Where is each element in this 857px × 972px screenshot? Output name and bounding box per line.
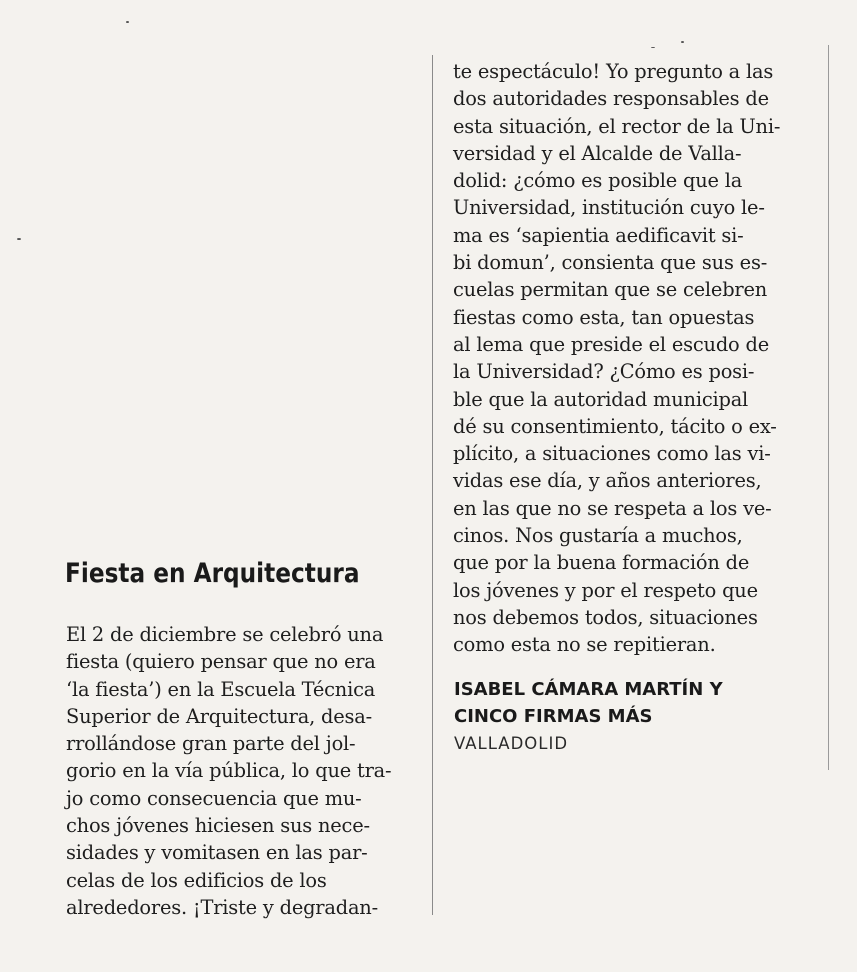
text-line: los jóvenes y por el respeto que: [453, 578, 758, 602]
text-line: rrollándose gran parte del jol-: [66, 732, 356, 756]
scan-speck: [17, 238, 21, 240]
text-line: esta situación, el rector de la Uni-: [453, 114, 781, 138]
text-line: en las que no se respeta a los ve-: [453, 496, 772, 520]
text-line: chos jóvenes hiciesen sus nece-: [66, 814, 370, 838]
text-line: vidas ese día, y años anteriores,: [453, 469, 762, 493]
author-name-line1: ISABEL CÁMARA MARTÍN Y: [454, 679, 723, 700]
text-line: versidad y el Alcalde de Valla-: [453, 141, 742, 165]
text-line: El 2 de diciembre se celebró una: [66, 623, 384, 646]
text-line: cuelas permitan que se celebren: [453, 278, 768, 302]
scan-speck: [126, 21, 129, 23]
text-line: ble que la autoridad municipal: [453, 387, 749, 411]
text-line: jo como consecuencia que mu-: [66, 786, 362, 810]
text-line: ma es ‘sapientia aedificavit si-: [453, 223, 744, 247]
text-line: fiesta (quiero pensar que no era: [66, 650, 376, 674]
text-line: plícito, a situaciones como las vi-: [453, 442, 771, 466]
author-city: VALLADOLID: [454, 734, 569, 753]
text-line: te espectáculo! Yo pregunto a las: [453, 60, 774, 83]
text-line: ‘la fiesta’) en la Escuela Técnica: [66, 677, 376, 701]
author-name-line2: CINCO FIRMAS MÁS: [454, 706, 653, 727]
text-line: sidades y vomitasen en las par-: [66, 841, 368, 865]
text-line: fiestas como esta, tan opuestas: [453, 305, 755, 329]
text-line: al lema que preside el escudo de: [453, 332, 769, 356]
text-line: celas de los edificios de los: [66, 868, 327, 892]
article-body-left-column: [66, 621, 416, 921]
text-line: dolid: ¿cómo es posible que la: [453, 169, 743, 193]
text-line: bi domun’, consienta que sus es-: [453, 251, 768, 275]
text-line: alrededores. ¡Triste y degradan-: [66, 895, 378, 919]
text-line: dé su consentimiento, tácito o ex-: [453, 414, 777, 438]
column-divider: [432, 55, 433, 915]
text-line: Universidad, institución cuyo le-: [453, 196, 765, 220]
text-line: cinos. Nos gustaría a muchos,: [453, 524, 743, 548]
text-line: nos debemos todos, situaciones: [453, 605, 758, 629]
text-line: la Universidad? ¿Cómo es posi-: [453, 360, 755, 384]
article-title: Fiesta en Arquitectura: [65, 558, 360, 589]
text-line: que por la buena formación de: [453, 551, 750, 575]
article-body-right-column: [453, 58, 813, 659]
scan-speck: [681, 41, 684, 43]
text-line: como esta no se repitieran.: [453, 633, 716, 657]
scan-speck: [651, 47, 655, 48]
text-line: dos autoridades responsables de: [453, 87, 769, 111]
text-line: gorio en la vía pública, lo que tra-: [66, 759, 392, 783]
right-margin-rule: [828, 45, 829, 770]
text-line: Superior de Arquitectura, desa-: [66, 704, 372, 728]
